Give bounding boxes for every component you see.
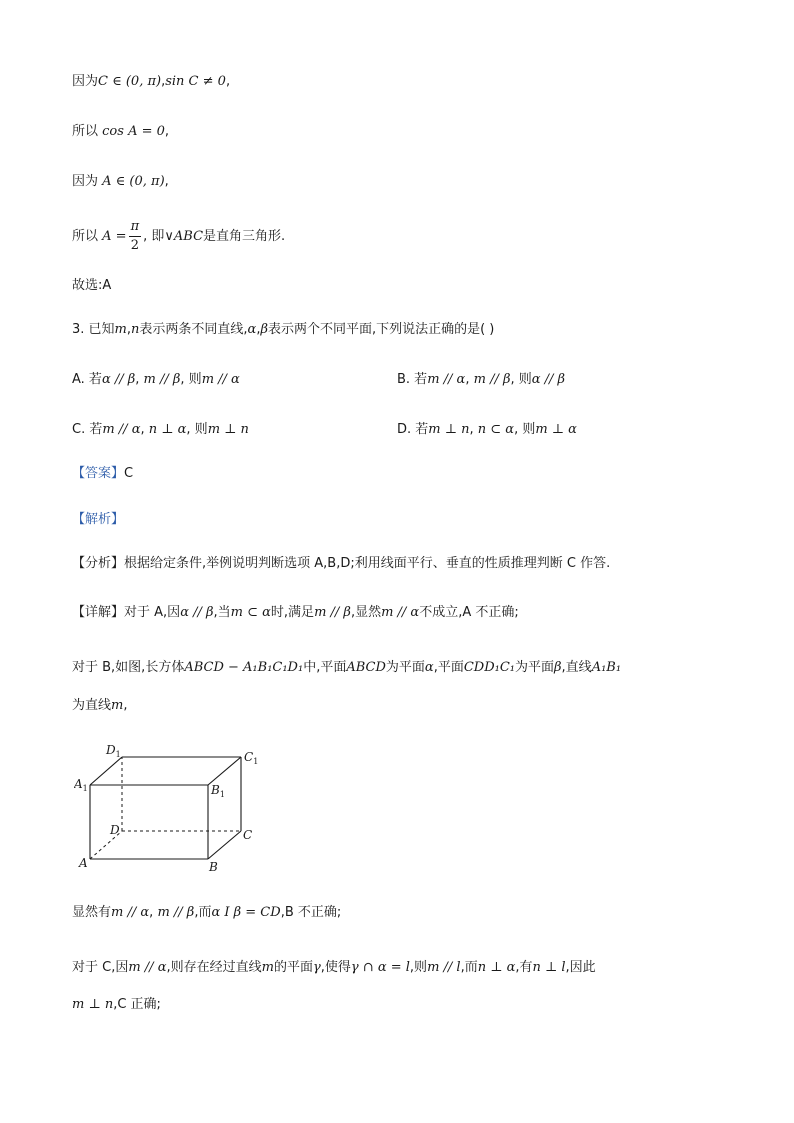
fenxi-text: 根据给定条件,举例说明判断选项 A,B,D;利用线面平行、垂直的性质推理判断 C 作答. — [124, 556, 611, 571]
vertex-label-c1: $C_1$ — [244, 750, 259, 766]
math: α I β = CD — [211, 905, 281, 920]
analysis-tag: 【解析】 — [72, 512, 125, 527]
solution-line-4 — [72, 218, 285, 255]
text: , — [469, 422, 474, 437]
c-paragraph-line-2 — [72, 995, 161, 1015]
answer-tag: 【答案】 — [72, 466, 125, 481]
text: 所以 — [72, 229, 99, 244]
math: β — [260, 322, 268, 337]
math: m // β — [143, 372, 181, 387]
c-paragraph-line-1 — [72, 958, 596, 978]
text: , — [140, 422, 145, 437]
text: ,则存在经过直线 — [166, 960, 262, 975]
math: m — [111, 698, 124, 713]
text: ,平面 — [433, 660, 464, 675]
math: A = — [102, 229, 127, 244]
vertex-label-a1: $A_1$ — [74, 777, 88, 793]
text: 中,平面 — [303, 660, 347, 675]
math: m ⊥ n — [72, 997, 114, 1012]
fraction — [129, 218, 142, 255]
math: n ⊂ α — [477, 422, 515, 437]
math: m // α — [427, 372, 466, 387]
vertex-label-c: C — [243, 828, 253, 842]
math: m ⊥ n — [207, 422, 249, 437]
option-c — [72, 420, 249, 440]
math: C ∈ (0, π) — [98, 74, 162, 89]
text: 的平面 — [273, 960, 313, 975]
math: A₁B₁ — [591, 660, 622, 675]
text: ,而 — [460, 960, 478, 975]
math: γ — [312, 960, 321, 975]
text: 为直线 — [72, 698, 112, 713]
text: , — [149, 905, 154, 920]
option-label: B. 若 — [397, 372, 428, 387]
text: 所以 — [72, 124, 99, 139]
text: 是直角三角形. — [203, 229, 286, 244]
b-paragraph-line-2 — [72, 696, 127, 716]
text: ,而 — [194, 905, 212, 920]
vertex-label-b: B — [209, 860, 218, 874]
text: , — [126, 322, 132, 337]
text: ,C 正确; — [113, 997, 161, 1012]
option-d — [397, 420, 577, 440]
text: ,显然 — [350, 605, 382, 620]
math: α — [247, 322, 257, 337]
text: 因为 — [72, 74, 99, 89]
text: 对于 A,因 — [124, 605, 181, 620]
fenxi-tag: 【分析】 — [72, 556, 125, 571]
text: , 则 — [186, 422, 208, 437]
vertex-label-a: A — [79, 856, 88, 870]
text: 时,满足 — [270, 605, 315, 620]
math: m // α — [201, 372, 240, 387]
math: m ⊥ α — [535, 422, 577, 437]
vertex-label-b1: $B_1$ — [211, 783, 225, 799]
question-stem — [72, 320, 494, 340]
text: 显然有 — [72, 905, 112, 920]
text: , 则 — [510, 372, 532, 387]
math: ABCD − A₁B₁C₁D₁ — [184, 660, 304, 675]
math: γ ∩ α = l — [350, 960, 410, 975]
math: m ⊂ α — [230, 605, 271, 620]
text: 为平面 — [515, 660, 555, 675]
answer-value: C — [124, 466, 134, 481]
math: m // α — [128, 960, 167, 975]
text: 故选:A — [72, 278, 112, 293]
hidden-edges — [90, 757, 241, 859]
text: 因为 — [72, 174, 99, 189]
math: m // l — [427, 960, 461, 975]
vertex-label-d1: $D_1$ — [106, 743, 121, 759]
fenxi-line — [72, 554, 610, 574]
math: cos A = 0 — [102, 124, 165, 139]
b-paragraph-line-1 — [72, 658, 621, 678]
text: ,有 — [515, 960, 533, 975]
text: ,直线 — [561, 660, 592, 675]
solution-line-1 — [72, 72, 230, 92]
math: n ⊥ α — [148, 422, 187, 437]
text: 表示两条不同直线, — [139, 322, 248, 337]
text: 表示两个不同平面,下列说法正确的是( ) — [267, 322, 495, 337]
math: m — [261, 960, 274, 975]
fraction-numerator: π — [129, 218, 142, 237]
text: , — [123, 698, 128, 713]
text: , 则 — [514, 422, 536, 437]
text: , — [465, 372, 470, 387]
cuboid-figure — [74, 740, 274, 875]
text: , — [161, 74, 166, 89]
math: m // β — [473, 372, 511, 387]
answer-line — [72, 464, 133, 484]
text: , — [164, 174, 169, 189]
xiangjie-line — [72, 603, 519, 623]
text: 对于 C,因 — [72, 960, 129, 975]
text: ,则 — [409, 960, 428, 975]
text: , 即 — [143, 229, 165, 244]
option-label: C. 若 — [72, 422, 103, 437]
edge-b-c — [208, 831, 241, 859]
math: m ⊥ n — [428, 422, 470, 437]
math: m // α — [381, 605, 420, 620]
text: 对于 B,如图,长方体 — [72, 660, 185, 675]
math: α // β — [531, 372, 566, 387]
text: ,当 — [213, 605, 231, 620]
math: α // β — [180, 605, 214, 620]
math: sin C ≠ 0 — [165, 74, 226, 89]
text: 为平面 — [385, 660, 425, 675]
option-a — [72, 370, 240, 390]
math: n — [131, 322, 140, 337]
math: m — [114, 322, 127, 337]
math: ∨ABC — [164, 229, 204, 244]
text: , — [164, 124, 170, 139]
math: n ⊥ l — [532, 960, 566, 975]
math: α // β — [101, 372, 136, 387]
analysis-heading — [72, 510, 124, 530]
text: , — [135, 372, 140, 387]
text: ,因此 — [565, 960, 596, 975]
math: α — [424, 660, 434, 675]
solution-line-3 — [72, 172, 169, 192]
math: m // β — [157, 905, 195, 920]
solution-line-2 — [72, 122, 169, 142]
text: ,使得 — [320, 960, 351, 975]
math: m // α — [102, 422, 141, 437]
text: , — [256, 322, 261, 337]
fraction-denominator: 2 — [130, 238, 139, 253]
math: β — [554, 660, 562, 675]
text: 3. 已知 — [72, 322, 115, 337]
vertex-label-d: D — [110, 823, 120, 837]
b-conclusion-line — [72, 903, 341, 923]
text: , — [225, 74, 231, 89]
cuboid-edges — [90, 757, 241, 859]
option-label: D. 若 — [397, 422, 429, 437]
option-b — [397, 370, 565, 390]
option-label: A. 若 — [72, 372, 102, 387]
math: ABCD — [346, 660, 386, 675]
edge-b1-c1 — [208, 757, 241, 785]
math: n ⊥ α — [477, 960, 516, 975]
xiangjie-tag: 【详解】 — [72, 605, 125, 620]
solution-line-5 — [72, 276, 111, 296]
text: , 则 — [180, 372, 202, 387]
text: 不成立,A 不正确; — [419, 605, 519, 620]
math: A ∈ (0, π) — [102, 174, 165, 189]
math: m // α — [111, 905, 150, 920]
math: m // β — [314, 605, 351, 620]
edge-a1-d1 — [90, 757, 122, 785]
text: ,B 不正确; — [280, 905, 342, 920]
math: CDD₁C₁ — [463, 660, 516, 675]
